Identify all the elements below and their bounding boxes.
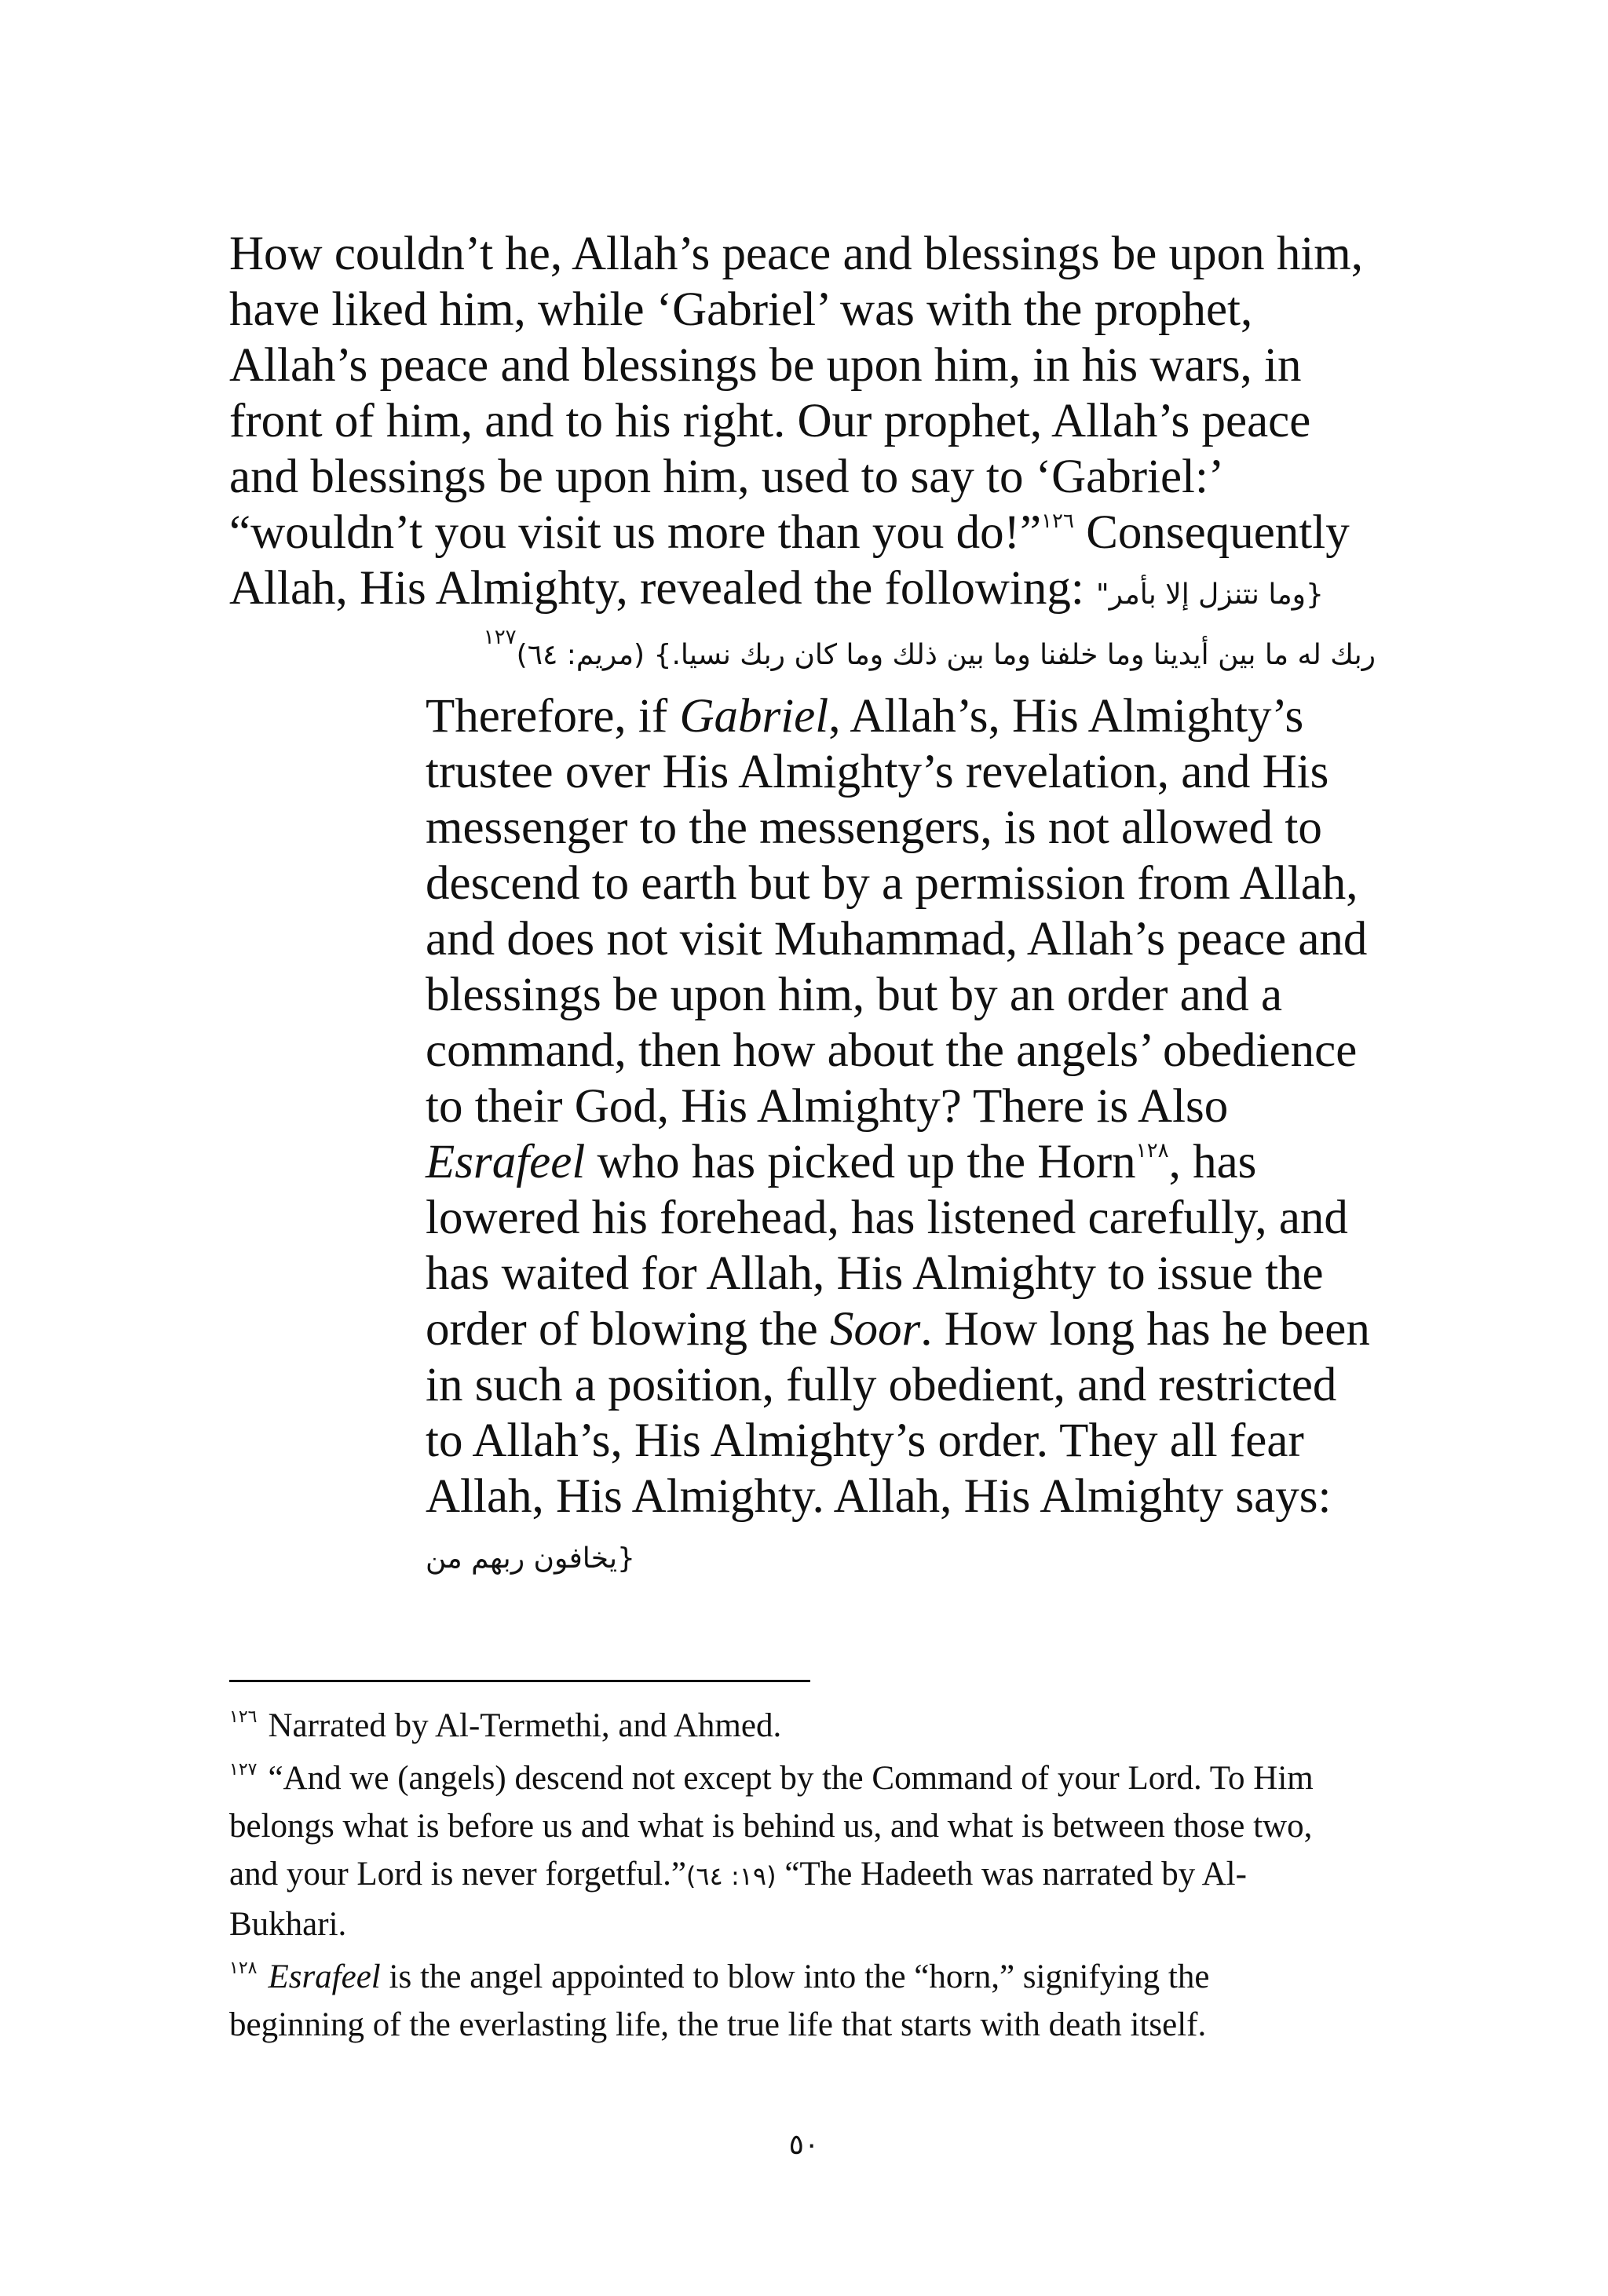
paragraph-2 <box>229 688 1376 1586</box>
footnote-text-continued: “The Hadeeth was narrated by Al-Bukhari. <box>229 1856 1247 1943</box>
emphasis-gabriel: Gabriel <box>679 690 829 743</box>
footnote-emphasis: Esrafeel <box>268 1958 381 1995</box>
paragraph-2-text-c: who has picked up the Horn <box>585 1136 1136 1188</box>
footnote-text: Narrated by Al-Termethi, and Ahmed. <box>268 1707 782 1744</box>
page-number: ٥٠ <box>788 2129 820 2161</box>
footnote-126 <box>229 1702 1344 1750</box>
paragraph-2-text-e: . How long has he been in such a position, fully obedient, and restricted to Allah’s, His Almighty’s order. They all fear Allah, His Almighty. Allah, His Almighty says: <box>426 1303 1370 1523</box>
emphasis-soor: Soor <box>830 1303 921 1356</box>
footnote-128 <box>229 1953 1344 2049</box>
arabic-verse-continuation: ربك له ما بين أيدينا وما خلفنا وما بين ذلك وما كان ربك نسيا.} (مريم: ٦٤) <box>516 639 1376 671</box>
arabic-verse-2-start: {يخافون ربهم من <box>426 1542 635 1575</box>
arabic-verse-start: {وما نتنزل إلا بأمر" <box>1096 579 1324 611</box>
paragraph-1-text-b: Consequently Allah, His Almighty, revealed the following: <box>229 506 1350 615</box>
footnote-surah-ref: (١٩: ٦٤) <box>685 1861 777 1891</box>
footnote-text: “And we (angels) descend not except by the Command of your Lord. To Him belongs what is before us and what is behind us, and what is between those two, and your Lord is never forgetful.” <box>229 1760 1314 1893</box>
paragraph-2-text-b: , Allah’s, His Almighty’s trustee over His Almighty’s revelation, and His messenger to the messengers, is not allowed to descend to earth but by a permission from Allah, and does not visit Muhammad, Allah’s peace and blessings be upon him, but by an order and a command, then how about the angels’ obedience to their God, His Almighty? There is Also <box>426 690 1368 1133</box>
footnote-127 <box>229 1754 1344 1948</box>
main-text <box>229 226 1376 1586</box>
paragraph-1 <box>229 226 1376 622</box>
footnotes <box>229 1702 1344 2053</box>
paragraph-2-text-d: , has lowered his forehead, has listened carefully, and has waited for Allah, His Almighty to issue the order of blowing the <box>426 1136 1348 1356</box>
footnote-ref-126: ١٢٦ <box>1041 509 1074 533</box>
footnote-number: ١٢٨ <box>229 1958 258 1978</box>
paragraph-1-text-a: How couldn’t he, Allah’s peace and blessings be upon him, have liked him, while ‘Gabriel’ was with the prophet, Allah’s peace and blessings be upon him, in his wars, in front of him, and to his right. Our prophet, Allah’s peace and blessings be upon him, used to say to ‘Gabriel:’ “wouldn’t you visit us more than you do!” <box>229 228 1363 559</box>
footnote-divider <box>229 1680 810 1682</box>
emphasis-esrafeel: Esrafeel <box>426 1136 586 1188</box>
paragraph-2-text-a: Therefore, if <box>426 690 680 743</box>
footnote-text: is the angel appointed to blow into the “horn,” signifying the beginning of the everlasting life, the true life that starts with death itself. <box>229 1958 1210 2043</box>
footnote-number: ١٢٧ <box>229 1760 258 1779</box>
footnote-ref-128: ١٢٨ <box>1135 1139 1169 1163</box>
footnote-ref-127: ١٢٧ <box>483 626 517 649</box>
arabic-verse-line <box>229 622 1376 688</box>
footnote-number: ١٢٦ <box>229 1707 258 1727</box>
